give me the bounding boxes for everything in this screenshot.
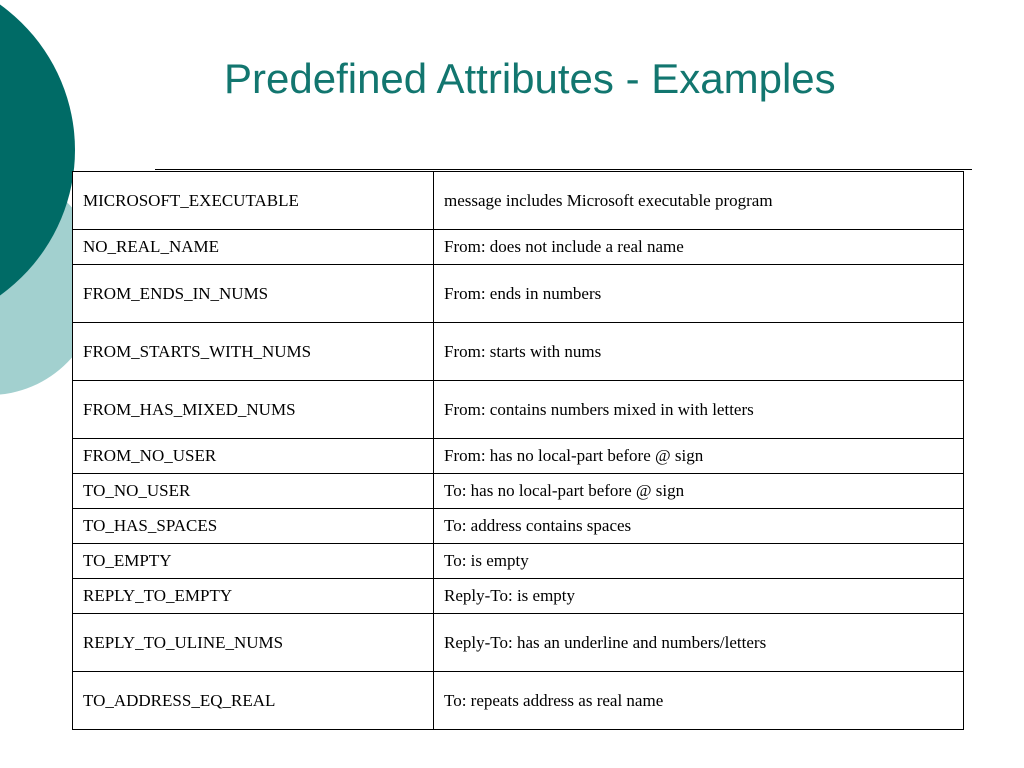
- table-row: [73, 381, 964, 439]
- attributes-table: [72, 171, 964, 730]
- attribute-description-cell: message includes Microsoft executable program: [434, 172, 964, 230]
- attribute-description-cell: Reply-To: is empty: [434, 579, 964, 614]
- attribute-description-cell: From: starts with nums: [434, 323, 964, 381]
- attribute-name-cell: TO_ADDRESS_EQ_REAL: [73, 672, 434, 730]
- divider-line: [155, 169, 972, 170]
- attribute-name-cell: TO_NO_USER: [73, 474, 434, 509]
- attribute-description-cell: To: address contains spaces: [434, 509, 964, 544]
- attribute-name-cell: TO_EMPTY: [73, 544, 434, 579]
- attribute-description-cell: Reply-To: has an underline and numbers/letters: [434, 614, 964, 672]
- table-row: [73, 265, 964, 323]
- attribute-description-cell: From: does not include a real name: [434, 230, 964, 265]
- attribute-name-cell: FROM_HAS_MIXED_NUMS: [73, 381, 434, 439]
- attribute-description-cell: To: repeats address as real name: [434, 672, 964, 730]
- attribute-description-cell: To: has no local-part before @ sign: [434, 474, 964, 509]
- attribute-description-cell: From: contains numbers mixed in with letters: [434, 381, 964, 439]
- attribute-name-cell: REPLY_TO_EMPTY: [73, 579, 434, 614]
- attribute-name-cell: FROM_ENDS_IN_NUMS: [73, 265, 434, 323]
- table-row: [73, 544, 964, 579]
- attribute-name-cell: FROM_NO_USER: [73, 439, 434, 474]
- table-row: [73, 474, 964, 509]
- attribute-description-cell: From: ends in numbers: [434, 265, 964, 323]
- table-row: [73, 579, 964, 614]
- attribute-description-cell: To: is empty: [434, 544, 964, 579]
- table-row: [73, 323, 964, 381]
- slide-title: Predefined Attributes - Examples: [224, 55, 836, 102]
- attribute-description-cell: From: has no local-part before @ sign: [434, 439, 964, 474]
- table-row: [73, 230, 964, 265]
- table-row: [73, 614, 964, 672]
- attribute-name-cell: FROM_STARTS_WITH_NUMS: [73, 323, 434, 381]
- table-row: [73, 672, 964, 730]
- attribute-name-cell: REPLY_TO_ULINE_NUMS: [73, 614, 434, 672]
- attribute-name-cell: TO_HAS_SPACES: [73, 509, 434, 544]
- table-row: [73, 439, 964, 474]
- table-row: [73, 172, 964, 230]
- table-row: [73, 509, 964, 544]
- attribute-name-cell: NO_REAL_NAME: [73, 230, 434, 265]
- attribute-name-cell: MICROSOFT_EXECUTABLE: [73, 172, 434, 230]
